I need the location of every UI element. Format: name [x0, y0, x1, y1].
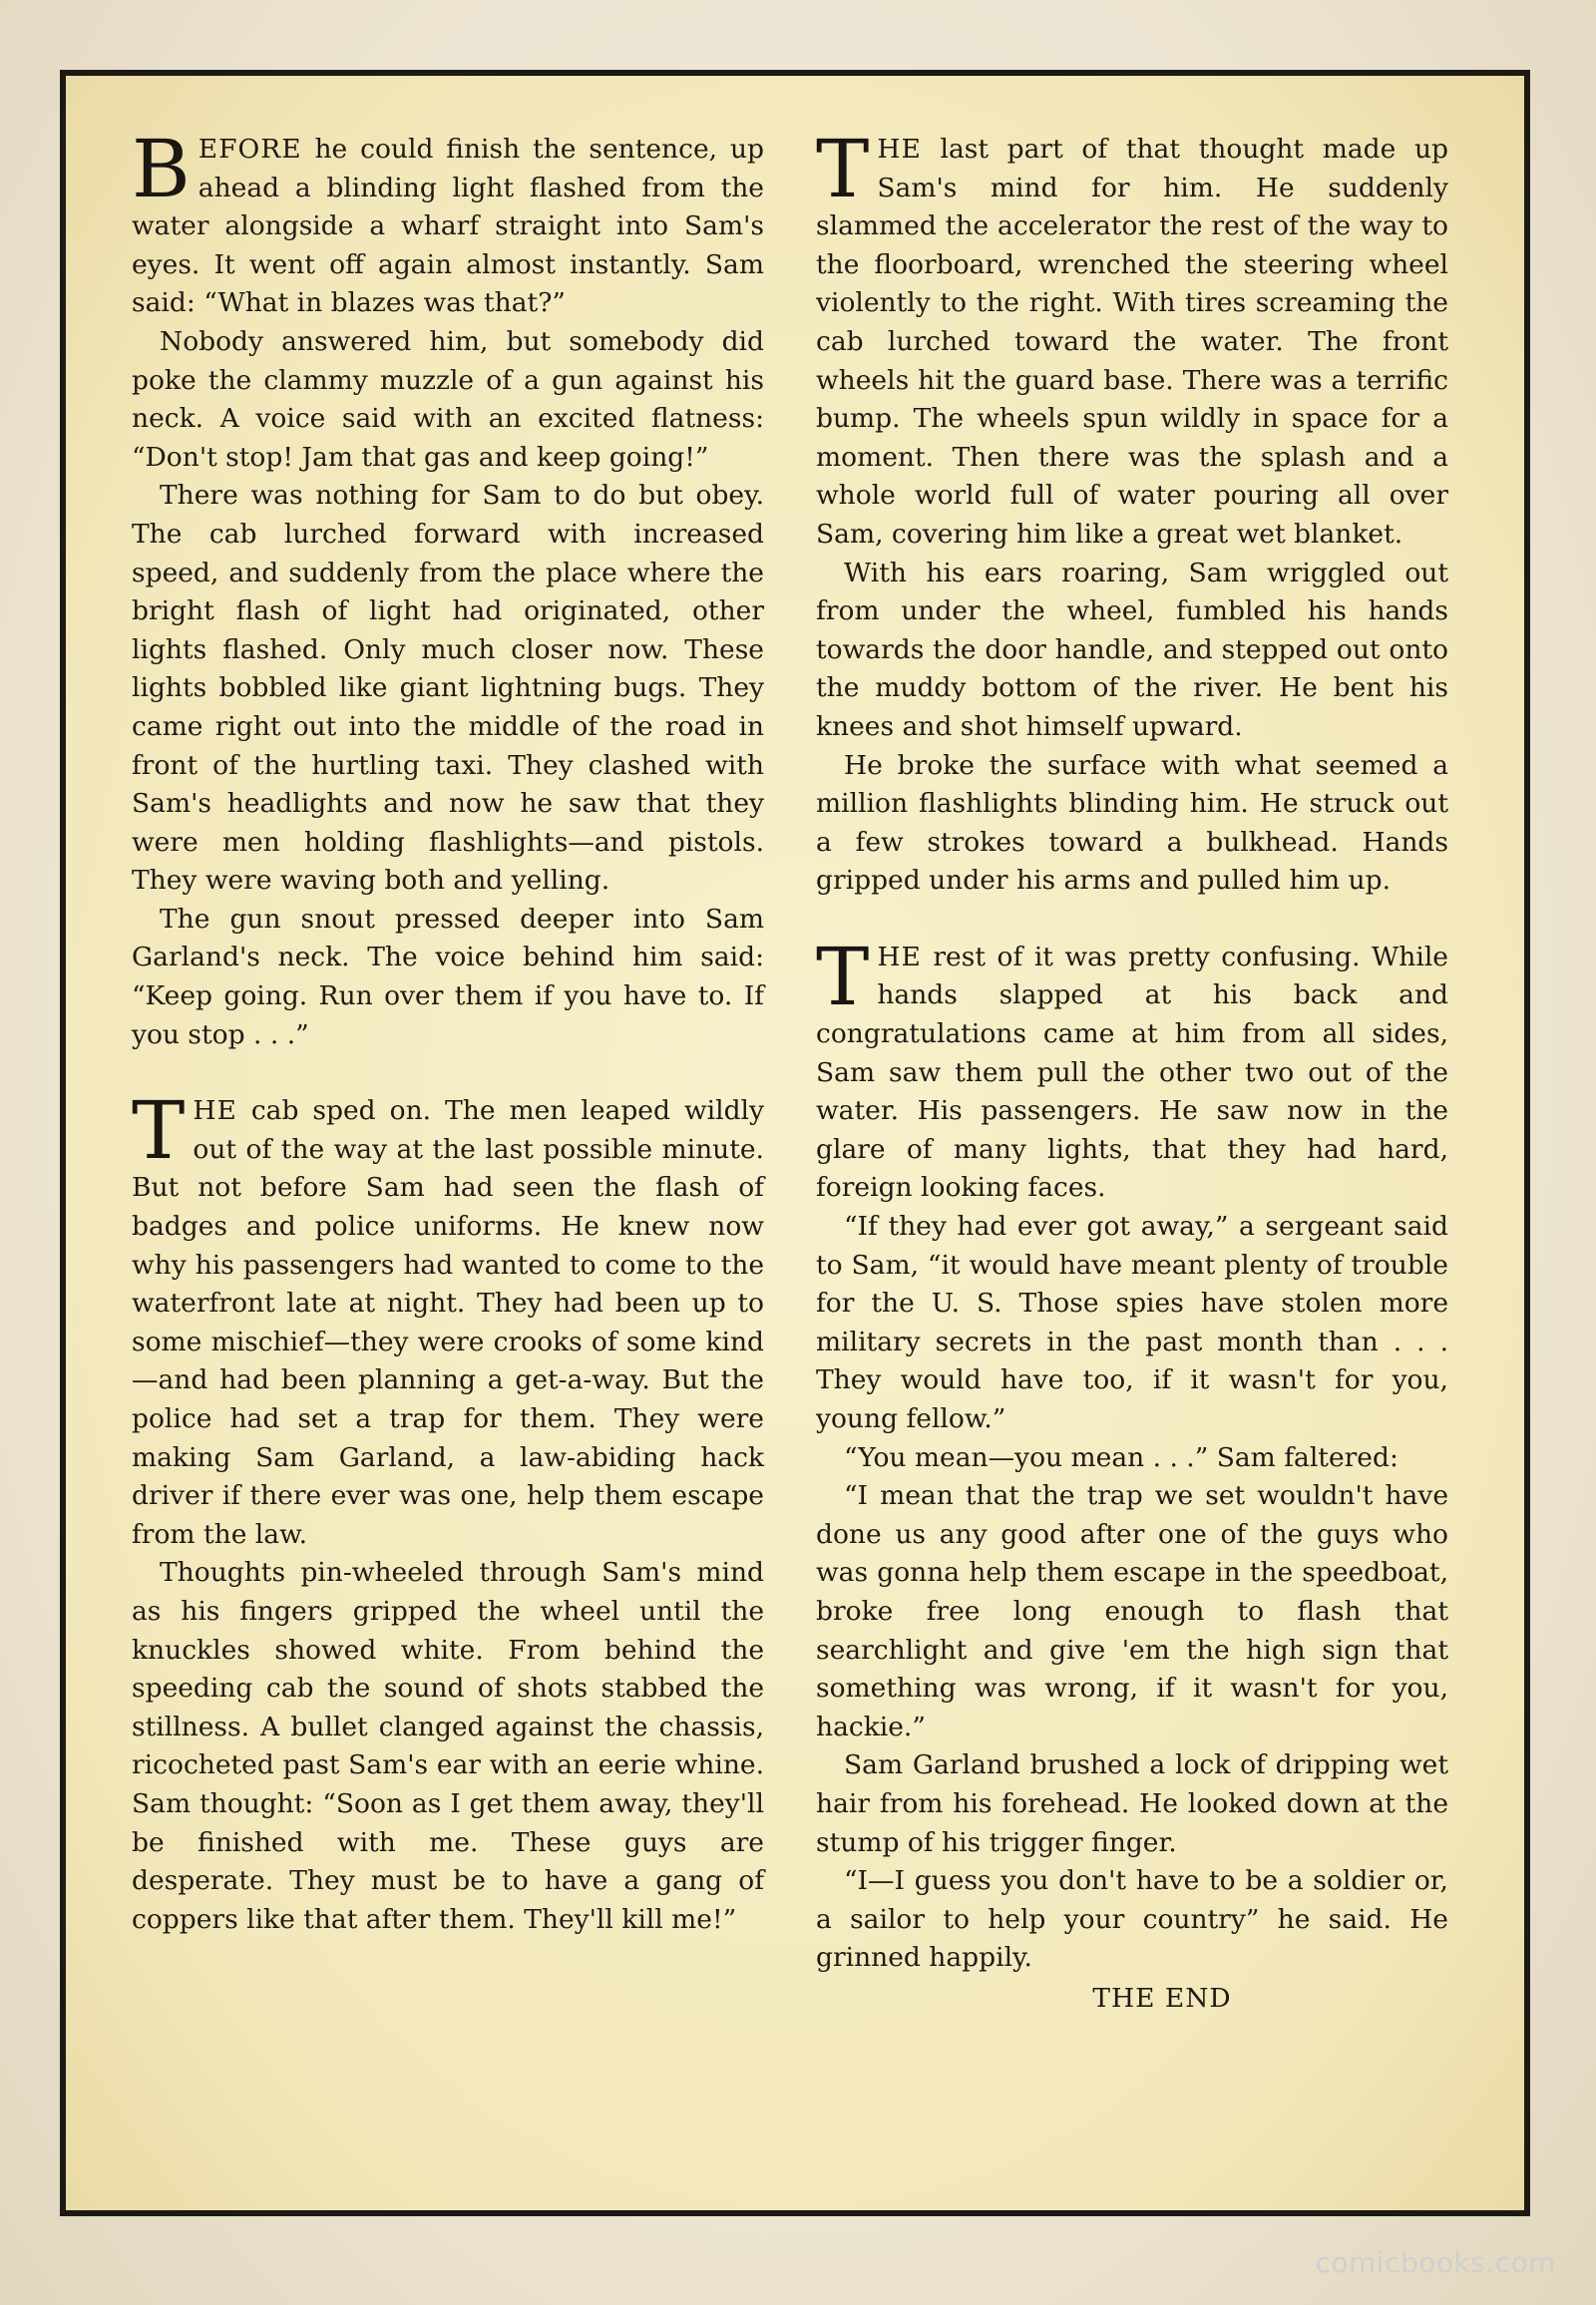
story-paragraph	[816, 1862, 1448, 1978]
story-paragraph	[132, 477, 764, 901]
paragraph-text: With his ears roaring, Sam wriggled out from under the wheel, fumbled his hands towards the door handle, and stepped out onto the muddy bottom of the river. He bent his knees and shot himself upward.	[816, 557, 1448, 742]
paragraph-text: cab sped on. The men leaped wildly out of the way at the last possible minute. But not before Sam had seen the flash of badges and police uniforms. He knew now why his passengers had wanted to come to the waterfront late at night. They had been up to some mischief—they were crooks of some kind—and had been planning a get-a-way. But the police had set a trap for them. They were making Sam Garland, a law-abiding hack driver if there ever was one, help them escape from the law.	[132, 1095, 764, 1550]
drop-cap-letter: T	[132, 1084, 186, 1178]
paragraph-text: “You mean—you mean . . .” Sam faltered:	[844, 1441, 1398, 1473]
drop-cap-letter: T	[816, 930, 870, 1023]
drop-cap-lead: HE	[877, 941, 922, 972]
story-frame	[60, 70, 1530, 2216]
paragraph-text: Sam Garland brushed a lock of dripping wet hair from his forehead. He looked down at the stump of his trigger finger.	[816, 1749, 1448, 1858]
paragraph-text: he could finish the sentence, up ahead a blinding light flashed from the water alongside a wharf straight into Sam's eyes. It went off again almost instantly. Sam said: “What in blazes was that?”	[132, 134, 764, 319]
story-paragraph	[816, 555, 1448, 747]
drop-cap-letter: B	[132, 123, 191, 215]
left-text-column	[132, 123, 764, 1939]
drop-cap-letter: T	[816, 123, 870, 215]
story-paragraph	[816, 123, 1448, 555]
story-paragraph	[132, 123, 764, 323]
story-paragraph	[816, 1208, 1448, 1439]
story-paragraph	[816, 1746, 1448, 1862]
paragraph-text: The gun snout pressed deeper into Sam Garland's neck. The voice behind him said: “Keep going. Run over them if you have to. If you stop . . .”	[132, 903, 764, 1050]
story-paragraph	[816, 1477, 1448, 1746]
drop-cap-lead: EFORE	[198, 134, 302, 165]
story-paragraph	[132, 1554, 764, 1939]
paragraph-text: Thoughts pin-wheeled through Sam's mind as his fingers gripped the wheel until the knuckles showed white. From behind the speeding cab the sound of shots stabbed the stillness. A bullet clanged against the chassis, ricocheted past Sam's ear with an eerie whine. Sam thought: “Soon as I get them away, they'll be finished with me. These guys are desperate. They must be to have a gang of coppers like that after them. They'll kill me!”	[132, 1557, 764, 1935]
story-paragraph	[816, 1439, 1448, 1478]
paragraph-text: “I—I guess you don't have to be a soldier or, a sailor to help your country” he said. He grinned happily.	[816, 1865, 1448, 1974]
paragraph-text: last part of that thought made up Sam's mind for him. He suddenly slammed the accelerator the rest of the way to the floorboard, wrenched the steering wheel violently to the right. With tires screaming the cab lurched toward the water. The front wheels hit the guard base. There was a terrific bump. The wheels spun wildly in space for a moment. Then there was the splash and a whole world full of water pouring all over Sam, covering him like a great wet blanket.	[816, 134, 1448, 550]
drop-cap-lead: HE	[193, 1095, 237, 1127]
drop-cap-lead: HE	[877, 134, 922, 165]
story-paragraph	[132, 901, 764, 1054]
paragraph-text: There was nothing for Sam to do but obey. The cab lurched forward with increased speed, and suddenly from the place where the bright flash of light had originated, other lights flashed. Only much closer now. These lights bobbled like giant lightning bugs. They came right out into the middle of the road in front of the hurtling taxi. They clashed with Sam's headlights and now he saw that they were men holding flashlights—and pistols. They were waving both and yelling.	[132, 480, 764, 897]
story-paragraph	[132, 1084, 764, 1554]
paragraph-text: He broke the surface with what seemed a million flashlights blinding him. He struck out a few strokes toward a bulkhead. Hands gripped under his arms and pulled him up.	[816, 749, 1448, 897]
site-watermark: comicbooks.com	[1315, 2246, 1556, 2279]
story-paragraph	[132, 323, 764, 477]
the-end-label: THE END	[1092, 1982, 1232, 2014]
paragraph-text: rest of it was pretty confusing. While hands slapped at his back and congratulations came at him from all sides, Sam saw them pull the other two out of the water. His passengers. He saw now in the glare of many lights, that they had hard, foreign looking faces.	[816, 941, 1448, 1204]
story-paragraph	[816, 747, 1448, 901]
story-paragraph	[816, 930, 1448, 1208]
paragraph-text: Nobody answered him, but somebody did poke the clammy muzzle of a gun against his neck. A voice said with an excited flatness: “Don't stop! Jam that gas and keep going!”	[132, 325, 764, 473]
paragraph-text: “If they had ever got away,” a sergeant said to Sam, “it would have meant plenty of trouble for the U. S. Those spies have stolen more military secrets in the past month than . . . They would have too, if it wasn't for you, young fellow.”	[816, 1211, 1448, 1434]
paragraph-text: “I mean that the trap we set wouldn't have done us any good after one of the guys who was gonna help them escape in the speedboat, broke free long enough to flash that searchlight and give 'em the high sign that something was wrong, if it wasn't for you, hackie.”	[816, 1480, 1448, 1742]
right-text-column	[816, 123, 1448, 2019]
